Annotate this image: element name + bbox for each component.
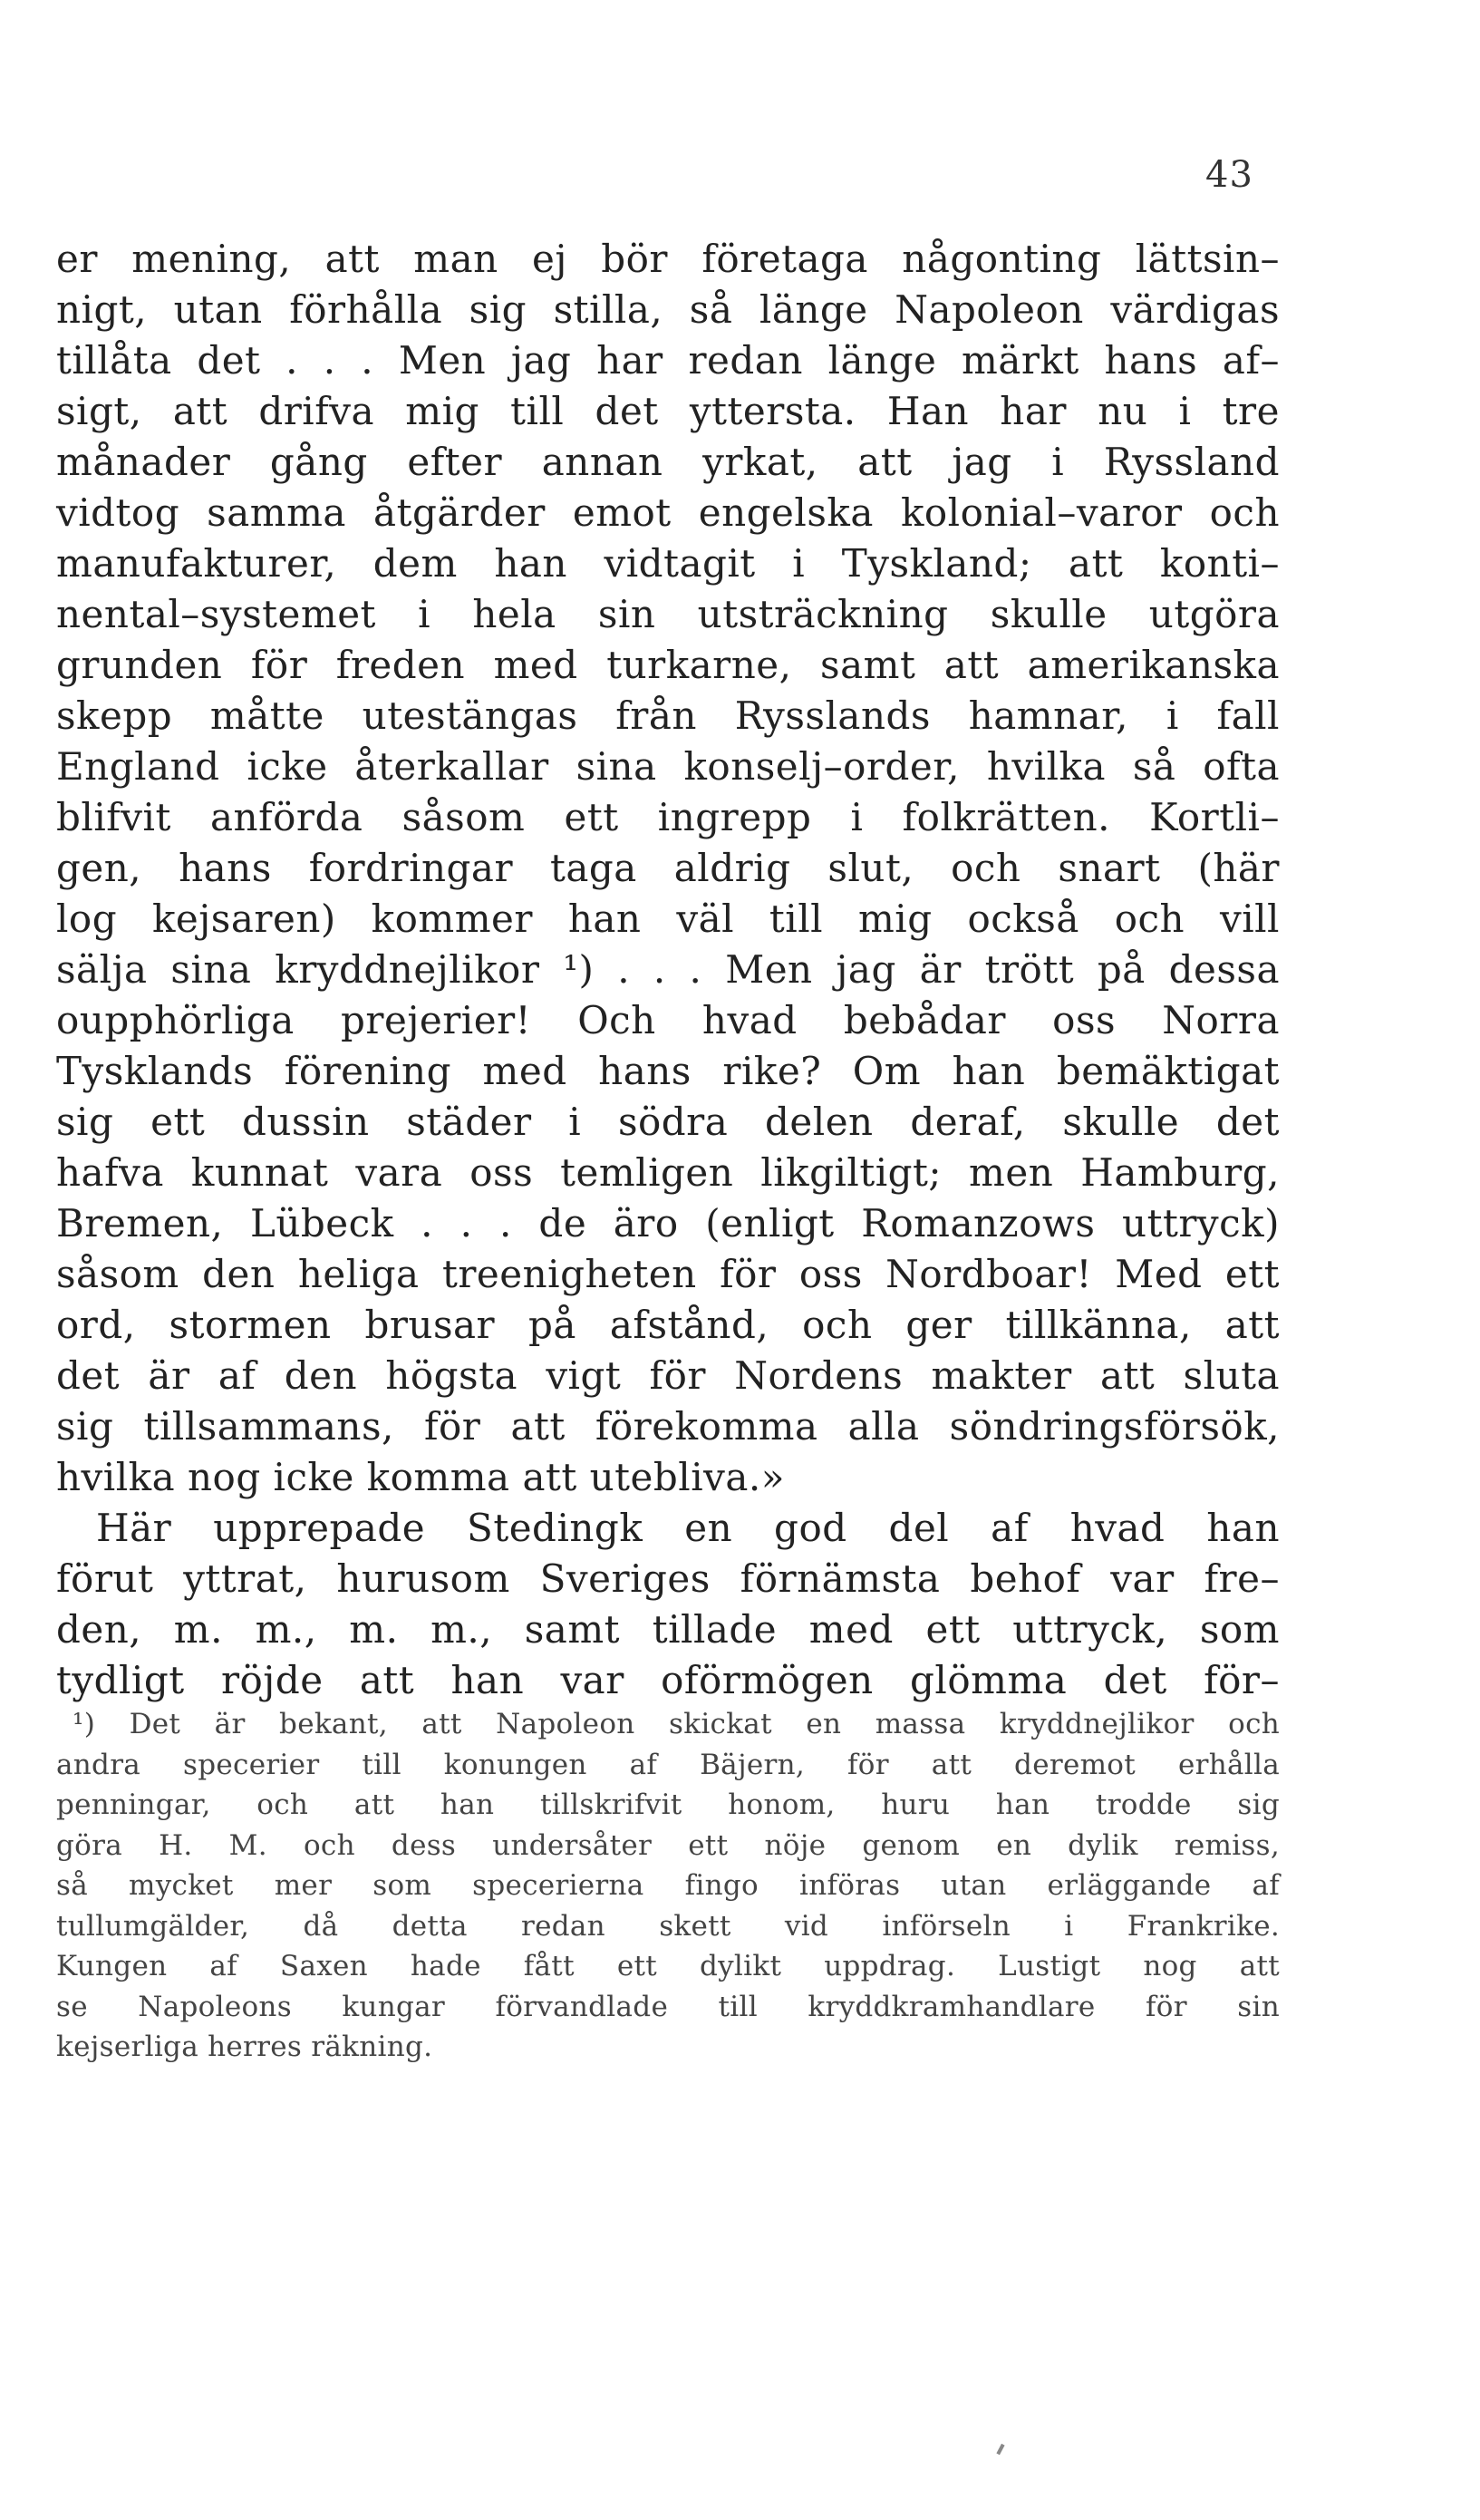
text-line: månader gång efter annan yrkat, att jag i Ryssland	[56, 440, 1280, 484]
text-line: sig tillsammans, för att förekomma alla söndringsförsök,	[56, 1404, 1280, 1449]
text-line: England icke återkallar sina konselj–order, hvilka så ofta	[56, 744, 1280, 789]
paragraph-line: tydligt röjde att han var oförmögen glömma det för–	[56, 1658, 1280, 1702]
text-line: nigt, utan förhålla sig stilla, så länge Napoleon värdigas	[56, 287, 1280, 332]
main-text	[56, 234, 1280, 1706]
text-line: vidtog samma åtgärder emot engelska kolonial–varor och	[56, 490, 1280, 535]
page-number: 43	[1205, 154, 1253, 196]
footnote-line: penningar, och att han tillskrifvit honom, huru han trodde sig	[56, 1788, 1280, 1821]
footnote-line: göra H. M. och dess undersåter ett nöje genom en dylik remiss,	[56, 1828, 1280, 1862]
text-line: er mening, att man ej bör företaga någonting lättsin–	[56, 237, 1280, 281]
text-line: sig ett dussin städer i södra delen deraf, skulle det	[56, 1100, 1280, 1144]
text-line: sälja sina kryddnejlikor ¹) . . . Men jag är trött på dessa	[56, 947, 1280, 992]
text-line: Tysklands förening med hans rike? Om han bemäktigat	[56, 1049, 1280, 1093]
paragraph-line: den, m. m., m. m., samt tillade med ett uttryck, som	[56, 1607, 1280, 1652]
paragraph-line: förut yttrat, hurusom Sveriges förnämsta behof var fre–	[56, 1556, 1280, 1601]
text-line: manufakturer, dem han vidtagit i Tyskland; att konti–	[56, 541, 1280, 586]
footnote-line: Kungen af Saxen hade fått ett dylikt uppdrag. Lustigt nog att	[56, 1950, 1280, 1982]
text-line: ord, stormen brusar på afstånd, och ger tillkänna, att	[56, 1303, 1280, 1347]
footnote-line: andra specerier till konungen af Bäjern, för att deremot erhålla	[56, 1748, 1280, 1781]
paragraph-line: Här upprepade Stedingk en god del af hvad han	[96, 1506, 1280, 1550]
text-line: sigt, att drifva mig till det yttersta. Han har nu i tre	[56, 389, 1280, 433]
text-line: skepp måtte utestängas från Rysslands hamnar, i fall	[56, 693, 1280, 738]
footnote	[56, 1704, 1280, 2068]
footnote-line: kejserliga herres räkning.	[56, 2031, 433, 2063]
text-line: det är af den högsta vigt för Nordens makter att sluta	[56, 1353, 1280, 1398]
text-line: tillåta det . . . Men jag har redan länge märkt hans af–	[56, 338, 1280, 383]
text-line: Bremen, Lübeck . . . de äro (enligt Romanzows uttryck)	[56, 1201, 1280, 1245]
text-line: log kejsaren) kommer han väl till mig också och vill	[56, 897, 1280, 941]
text-line: hvilka nog icke komma att utebliva.»	[56, 1455, 785, 1499]
footnote-line: ¹) Det är bekant, att Napoleon skickat en massa kryddnejlikor och	[73, 1708, 1280, 1740]
text-line: såsom den heliga treenigheten för oss Nordboar! Med ett	[56, 1252, 1280, 1296]
footnote-line: tullumgälder, då detta redan skett vid införseln i Frankrike.	[56, 1909, 1280, 1943]
ink-mark	[996, 2444, 1004, 2455]
text-line: nental–systemet i hela sin utsträckning skulle utgöra	[56, 592, 1280, 636]
text-line: grunden för freden med turkarne, samt att amerikanska	[56, 643, 1280, 687]
footnote-line: så mycket mer som specerierna fingo införas utan erläggande af	[56, 1869, 1280, 1902]
text-line: gen, hans fordringar taga aldrig slut, och snart (här	[56, 846, 1280, 890]
text-line: hafva kunnat vara oss temligen likgiltigt; men Hamburg,	[56, 1150, 1280, 1195]
text-line: blifvit anförda såsom ett ingrepp i folkrätten. Kortli–	[56, 795, 1280, 839]
text-line: oupphörliga prejerier! Och hvad bebådar oss Norra	[56, 998, 1280, 1042]
footnote-line: se Napoleons kungar förvandlade till kryddkramhandlare för sin	[56, 1990, 1280, 2023]
